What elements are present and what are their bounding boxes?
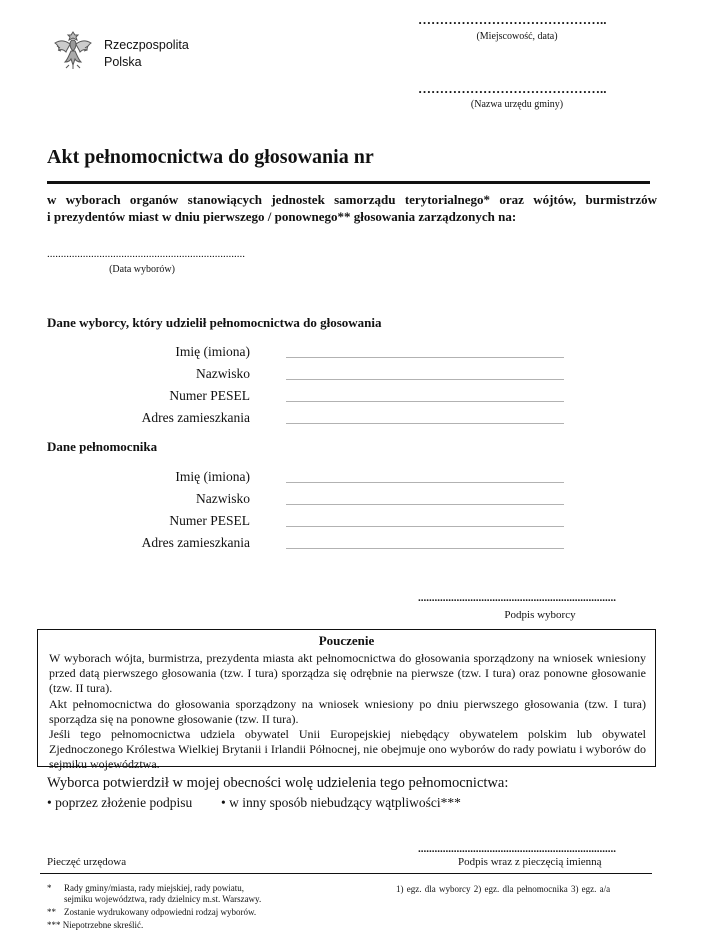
footnote-2-mark: ** bbox=[47, 907, 56, 917]
footnote-1-line-1: Rady gminy/miasta, rady miejskiej, rady powiatu, bbox=[64, 883, 244, 893]
proxy-section-heading: Dane pełnomocnika bbox=[47, 439, 158, 454]
footnote-divider bbox=[40, 873, 652, 874]
footnote-2: Zostanie wydrukowany odpowiedni rodzaj wyborów. bbox=[64, 907, 257, 917]
notice-paragraph-3: Jeśli tego pełnomocnictwa udziela obywatel Unii Europejskiej niebędący obywatelem polskim lub obywatel Zjednoczonego Królestwa Wielkiej Brytanii i Irlandii Północnej, nie obejmuje ono wyborów do rady powiatu i wyborów do sejmiku województwa. bbox=[49, 727, 646, 772]
country-line-2: Polska bbox=[104, 55, 142, 69]
proxy-pesel-field[interactable]: ........................................................................................................................................... bbox=[286, 521, 564, 529]
title-divider bbox=[47, 181, 650, 184]
office-stamp-caption: Pieczęć urzędowa bbox=[47, 856, 127, 868]
proxy-first-name-field[interactable]: ........................................................................................................................................... bbox=[286, 477, 564, 485]
subtitle-line-2: i prezydentów miast w dniu pierwszego / ponownego** głosowania zarządzonych na: bbox=[47, 209, 517, 224]
voter-pesel-field[interactable]: ........................................................................................................................................... bbox=[286, 396, 564, 404]
notice-body bbox=[49, 651, 646, 773]
confirmation-text: Wyborca potwierdził w mojej obecności wolę udzielenia tego pełnomocnictwa: bbox=[47, 775, 509, 791]
proxy-first-name-label: Imię (imiona) bbox=[175, 469, 250, 484]
polish-eagle-emblem-icon bbox=[52, 30, 94, 70]
voter-pesel-label: Numer PESEL bbox=[169, 388, 250, 403]
footnote-1-mark: * bbox=[47, 883, 52, 893]
voter-section-heading: Dane wyborcy, który udzielił pełnomocnictwa do głosowania bbox=[47, 315, 382, 330]
office-name-caption: (Nazwa urzędu gminy) bbox=[470, 99, 564, 110]
voter-first-name-label: Imię (imiona) bbox=[175, 344, 250, 359]
voter-surname-field[interactable]: ........................................................................................................................................... bbox=[286, 374, 564, 382]
voter-address-label: Adres zamieszkania bbox=[141, 410, 250, 425]
proxy-surname-label: Nazwisko bbox=[196, 491, 250, 506]
notice-box bbox=[37, 629, 656, 772]
bullet-icon: • bbox=[221, 795, 226, 810]
voter-signature-field[interactable]: ........................................................................ bbox=[418, 593, 616, 603]
proxy-surname-field[interactable]: ........................................................................................................................................... bbox=[286, 499, 564, 507]
copies-note: 1) egz. dla wyborcy 2) egz. dla pełnomocnika 3) egz. a/a bbox=[396, 884, 611, 894]
footnote-3: *** Niepotrzebne skreślić. bbox=[47, 920, 144, 930]
official-signature-field[interactable]: ........................................................................ bbox=[418, 844, 616, 854]
notice-title: Pouczenie bbox=[318, 633, 375, 648]
notice-paragraph-1: W wyborach wójta, burmistrza, prezydenta miasta akt pełnomocnictwa do głosowania sporządzony na wniosek wniesiony przed datą pierwszego głosowania (tzw. I tura) sporządza się odrębnie na pierwsze (tzw. I tura) oraz ponowne głosowanie (tzw. II tura). bbox=[49, 651, 646, 696]
voter-signature-caption: Podpis wyborcy bbox=[504, 609, 576, 621]
voter-first-name-field[interactable]: ........................................................................................................................................... bbox=[286, 352, 564, 360]
voter-surname-label: Nazwisko bbox=[196, 366, 250, 381]
footnote-1 bbox=[64, 883, 261, 905]
proxy-pesel-label: Numer PESEL bbox=[169, 513, 250, 528]
option-other-way-label: w inny sposób niebudzący wątpliwości*** bbox=[229, 795, 461, 810]
footnote-1-line-2: sejmiku województwa, rady dzielnicy m.st. Warszawy. bbox=[64, 894, 262, 904]
option-other-way[interactable] bbox=[221, 795, 461, 811]
document-subtitle bbox=[47, 191, 657, 225]
document-title: Akt pełnomocnictwa do głosowania nr bbox=[47, 146, 374, 168]
option-signature-label: poprzez złożenie podpisu bbox=[55, 795, 193, 810]
election-date-caption: (Data wyborów) bbox=[109, 264, 175, 275]
proxy-address-label: Adres zamieszkania bbox=[141, 535, 250, 550]
voter-address-field[interactable]: ........................................................................................................................................... bbox=[286, 418, 564, 426]
country-name bbox=[104, 37, 189, 71]
option-signature[interactable] bbox=[47, 795, 192, 811]
official-signature-caption: Podpis wraz z pieczęcią imienną bbox=[458, 856, 602, 868]
place-date-caption: (Miejscowość, data) bbox=[476, 31, 558, 42]
subtitle-line-1: w wyborach organów stanowiących jednostek samorządu terytorialnego* oraz wójtów, burmistrzów bbox=[47, 192, 657, 207]
office-name-field[interactable]: …………………………………….. bbox=[418, 83, 607, 95]
bullet-icon: • bbox=[47, 795, 52, 810]
country-line-1: Rzeczpospolita bbox=[104, 38, 189, 52]
election-date-field[interactable]: ........................................................................ bbox=[47, 249, 245, 259]
place-date-field[interactable]: …………………………………….. bbox=[418, 14, 607, 26]
proxy-address-field[interactable]: ........................................................................................................................................... bbox=[286, 543, 564, 551]
notice-paragraph-2: Akt pełnomocnictwa do głosowania sporządzony na wniosek wniesiony po dniu pierwszego głosowania (tzw. I tura) sporządza się na ponowne głosowanie (tzw. II tura). bbox=[49, 696, 646, 726]
